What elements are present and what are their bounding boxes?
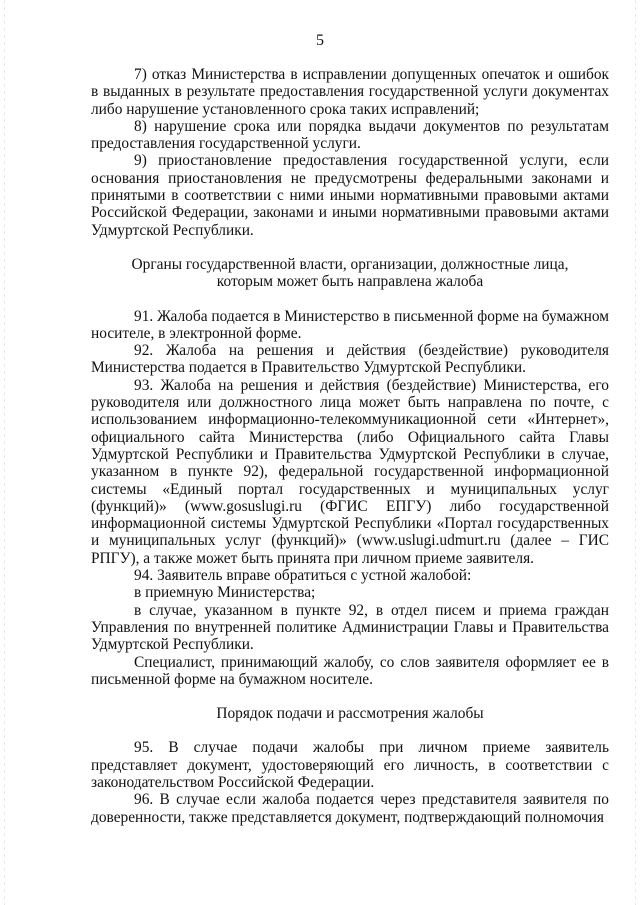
paragraph: в случае, указанном в пункте 92, в отдел писем и приема граждан Управления по внутренней политике Администрации Главы и Правительства Удмуртской Республики. [91, 601, 609, 654]
section-heading: Органы государственной власти, организации, должностные лица, которым может быть направлена жалоба [131, 255, 569, 291]
paragraph: 96. В случае если жалоба подается через представителя заявителя по доверенности, также представляется документ, подтверждающий полномочия [91, 791, 609, 826]
document-body [91, 66, 609, 826]
paragraph: 8) нарушение срока или порядка выдачи документов по результатам предоставления государственной услуги. [91, 117, 609, 153]
paragraph: 91. Жалоба подается в Министерство в письменной форме на бумажном носителе, в электронной форме. [91, 307, 609, 342]
scan-edge-right [635, 0, 636, 905]
section-heading: Порядок подачи и рассмотрения жалобы [216, 705, 484, 723]
scan-edge-left [4, 0, 5, 905]
paragraph: 92. Жалоба на решения и действия (бездействие) руководителя Министерства подается в Правительство Удмуртской Республики. [91, 342, 609, 377]
paragraph: 9) приостановление предоставления государственной услуги, если основания приостановления не предусмотрены федеральными законами и принятыми в соответствии с ними иными нормативными правовыми актами Российской Федерации, законами и иными нормативными правовыми актами Удмуртской Республики. [91, 152, 609, 239]
paragraph: 95. В случае подачи жалобы при личном приеме заявитель представляет документ, удостоверяющий его личность, в соответствии с законодательством Российской Федерации. [91, 739, 609, 791]
paragraph: 93. Жалоба на решения и действия (бездействие) Министерства, его руководителя или должностного лица может быть направлена по почте, с использованием информационно-телекоммуникационной сети «Интернет», официального сайта Министерства (либо Официального сайта Главы Удмуртской Республики и Правительства Удмуртской Республики в случае, указанном в пункте 92), федеральной государственной информационной системы «Единый портал государственных и муниципальных услуг (функций)» (www.gosuslugi.ru (ФГИС ЕПГУ) либо государственной информационной системы Удмуртской Республики «Портал государственных и муниципальных услуг (функций)» (www.uslugi.udmurt.ru (далее – ГИС РПГУ), а также может быть принята при личном приеме заявителя. [91, 376, 609, 567]
paragraph: Специалист, принимающий жалобу, со слов заявителя оформляет ее в письменной форме на бумажном носителе. [91, 653, 609, 688]
paragraph: 7) отказ Министерства в исправлении допущенных опечаток и ошибок в выданных в результате предоставления государственной услуги документах либо нарушение установленного срока таких исправлений; [91, 66, 609, 118]
page-number: 5 [316, 32, 324, 49]
paragraph: 94. Заявитель вправе обратиться с устной жалобой: [134, 567, 472, 585]
paragraph: в приемную Министерства; [134, 584, 316, 602]
